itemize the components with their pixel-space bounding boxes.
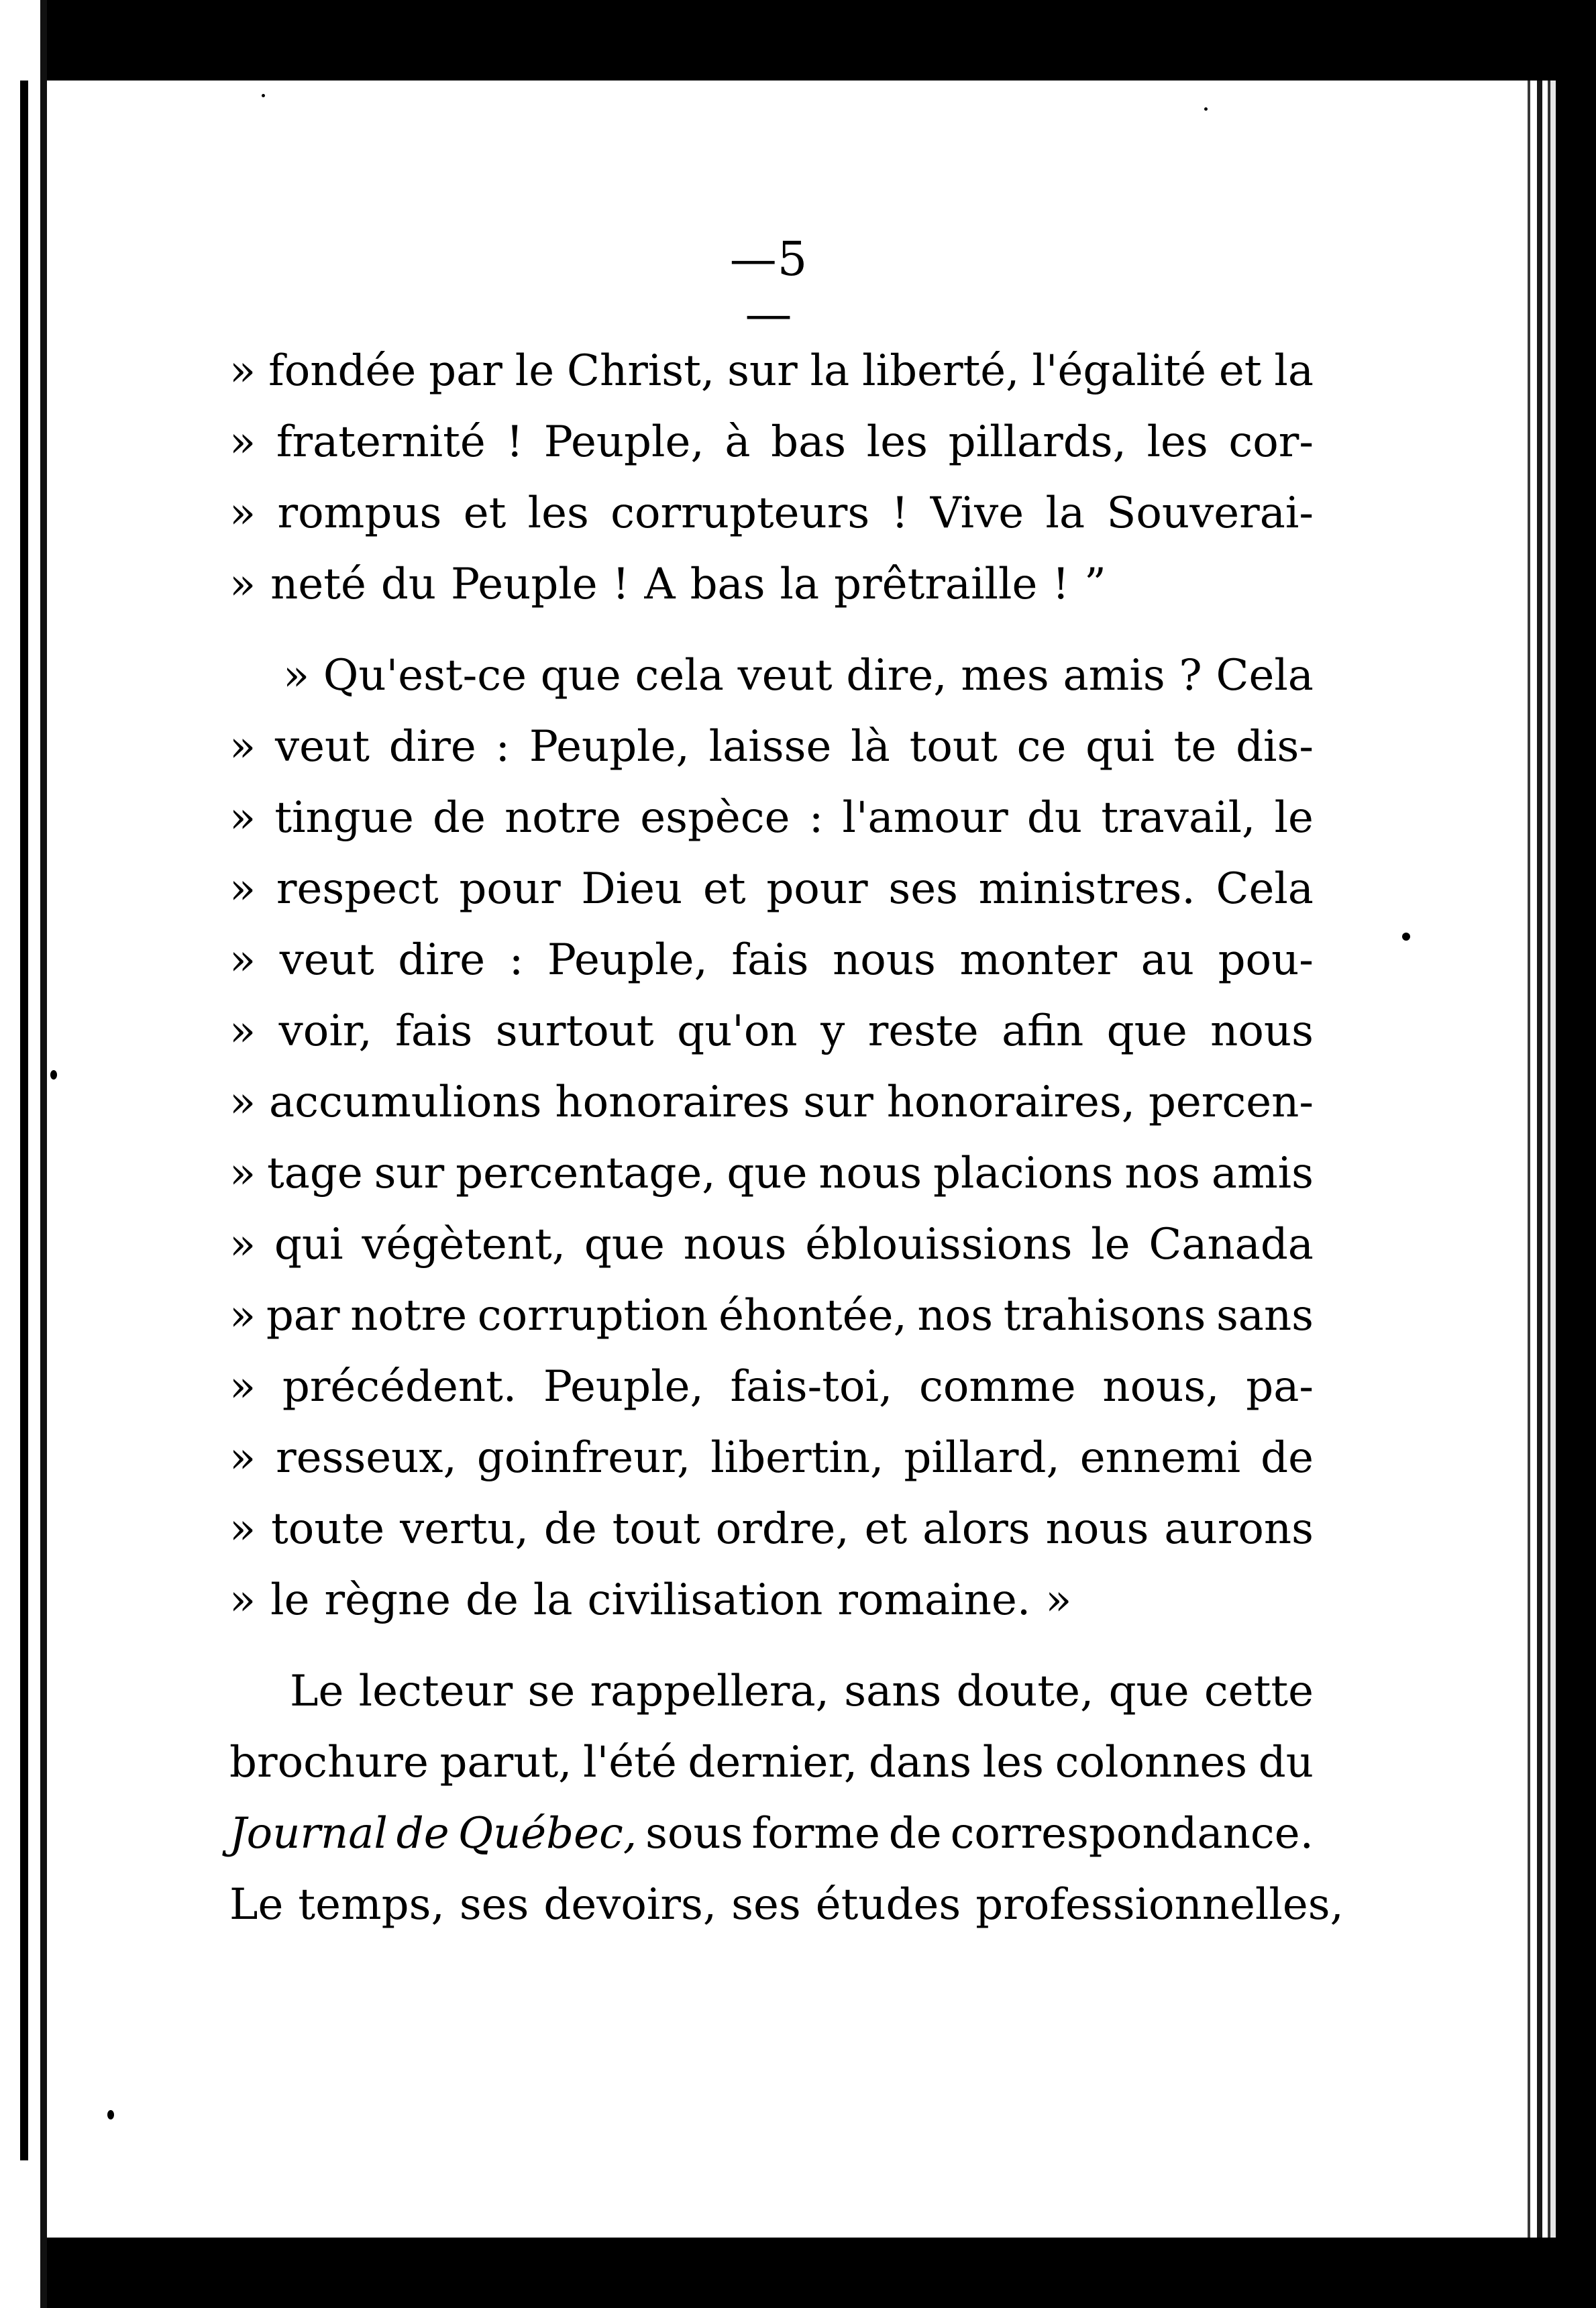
text-line: Le temps, ses devoirs, ses études professionnelles, (229, 1880, 1344, 1930)
text-line: » fraternité ! Peuple, à bas les pillards, les cor- (229, 417, 1314, 467)
text-line: » qui végètent, que nous éblouissions le Canada (229, 1220, 1314, 1269)
text-line: » Qu'est-ce que cela veut dire, mes amis ? Cela (283, 651, 1314, 700)
text-line: Le lecteur se rappellera, sans doute, que cette (290, 1667, 1314, 1716)
text-line: » respect pour Dieu et pour ses ministres. Cela (229, 864, 1314, 914)
scan-speck (50, 1070, 57, 1080)
paragraph-narrative (229, 1656, 1344, 1940)
text-line: » veut dire : Peuple, fais nous monter au pou- (229, 935, 1314, 985)
text-line: » fondée par le Christ, sur la liberté, l'égalité et la (229, 346, 1314, 396)
text-line: » veut dire : Peuple, laisse là tout ce qui te dis- (229, 722, 1314, 772)
text-line: » neté du Peuple ! A bas la prêtraille ! ” (229, 560, 1106, 609)
text-line: » précédent. Peuple, fais-toi, comme nous, pa- (229, 1362, 1314, 1412)
page-body (229, 335, 1344, 1940)
page-number: —5— (729, 231, 808, 342)
paragraph-quote-end (229, 335, 1314, 620)
text-line: » tingue de notre espèce : l'amour du travail, le (229, 793, 1314, 843)
text-line: Journal de Québec, sous forme de correspondance. (229, 1809, 1314, 1858)
text-line: » toute vertu, de tout ordre, et alors nous aurons (229, 1504, 1314, 1554)
paragraph-quote-continued (229, 640, 1314, 1636)
text-line: » tage sur percentage, que nous placions nos amis (229, 1149, 1314, 1198)
left-page-edge (0, 0, 47, 2308)
text-line: » rompus et les corrupteurs ! Vive la Souverai- (229, 488, 1314, 538)
scan-speck (262, 94, 265, 97)
text-line: » voir, fais surtout qu'on y reste afin que nous (229, 1006, 1314, 1056)
right-page-edge (1522, 81, 1596, 2238)
scan-speck (1402, 933, 1410, 941)
text-line: » le règne de la civilisation romaine. » (229, 1575, 1072, 1625)
text-line: brochure parut, l'été dernier, dans les colonnes du (229, 1738, 1314, 1787)
scan-speck (1204, 107, 1208, 111)
scan-speck (107, 2110, 114, 2119)
text-line: » accumulions honoraires sur honoraires, percen- (229, 1078, 1314, 1127)
text-line: » resseux, goinfreur, libertin, pillard, ennemi de (229, 1433, 1314, 1483)
text-line: » par notre corruption éhontée, nos trahisons sans (229, 1291, 1314, 1341)
